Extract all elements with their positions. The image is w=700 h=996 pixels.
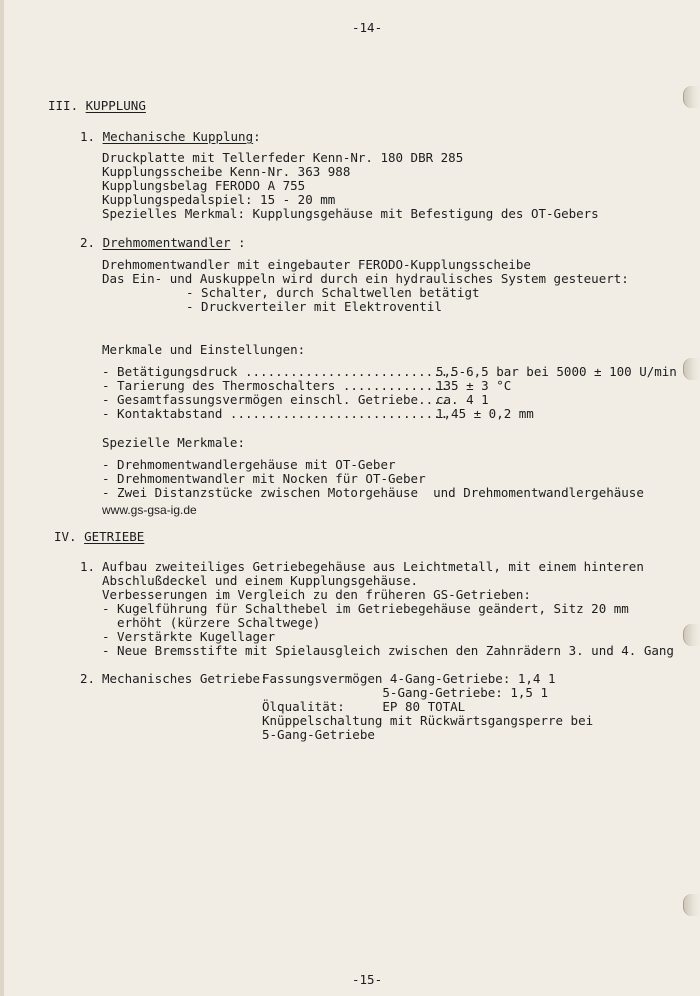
special-item: - Drehmomentwandler mit Nocken für OT-Geber	[102, 471, 426, 486]
subsection-2-number: 2.	[80, 235, 96, 250]
page-edge-shadow	[0, 0, 4, 996]
subsection-2-colon: :	[230, 235, 246, 250]
subsection-1-heading	[80, 130, 261, 144]
page-number-bottom: -15-	[352, 972, 383, 987]
text-line: Kupplungspedalspiel: 15 - 20 mm	[102, 192, 336, 207]
setting-label: - Gesamtfassungsvermögen einschl. Getriebe....	[102, 392, 449, 407]
text-line: Fassungsvermögen 4-Gang-Getriebe: 1,4 1	[262, 671, 556, 686]
item-1-number: 1.	[80, 559, 96, 574]
punch-hole-icon	[683, 624, 700, 646]
text-line: - Kugelführung für Schalthebel im Getriebegehäuse geändert, Sitz 20 mm	[102, 601, 629, 616]
text-line: Kupplungsscheibe Kenn-Nr. 363 988	[102, 164, 351, 179]
section-4-number: IV.	[54, 529, 77, 544]
text-line: Das Ein- und Auskuppeln wird durch ein hydraulisches System gesteuert:	[102, 271, 629, 286]
punch-hole-icon	[683, 86, 700, 108]
setting-value: 135 ± 3 °C	[436, 378, 512, 393]
punch-hole-icon	[683, 358, 700, 380]
bullet-item: - Druckverteiler mit Elektroventil	[186, 299, 442, 314]
subsection-2-heading	[80, 236, 246, 250]
page-number-top: -14-	[352, 20, 383, 35]
special-item: - Drehmomentwandlergehäuse mit OT-Geber	[102, 457, 396, 472]
setting-label: - Tarierung des Thermoschalters ..............	[102, 378, 449, 393]
subsection-1-colon: :	[253, 129, 261, 144]
setting-value: 5,5-6,5 bar bei 5000 ± 100 U/min	[436, 364, 677, 379]
subsection-2-title: Drehmomentwandler	[102, 235, 231, 250]
text-line: Knüppelschaltung mit Rückwärtsgangsperre bei	[262, 713, 594, 728]
text-line: Verbesserungen im Vergleich zu den früheren GS-Getrieben:	[102, 587, 531, 602]
text-line: 5-Gang-Getriebe	[262, 727, 375, 742]
text-line: Kupplungsbelag FERODO A 755	[102, 178, 306, 193]
text-line: - Verstärkte Kugellager	[102, 629, 276, 644]
bullet-item: - Schalter, durch Schaltwellen betätigt	[186, 285, 480, 300]
website-url: www.gs-gsa-ig.de	[102, 503, 197, 517]
setting-value: ca. 4 1	[436, 392, 489, 407]
section-4-title: GETRIEBE	[84, 529, 145, 544]
special-heading: Spezielle Merkmale:	[102, 435, 245, 450]
text-line: Ölqualität: EP 80 TOTAL	[262, 699, 466, 714]
settings-heading: Merkmale und Einstellungen:	[102, 342, 306, 357]
setting-value: 1,45 ± 0,2 mm	[436, 406, 534, 421]
setting-label: - Kontaktabstand .............................	[102, 406, 449, 421]
section-3-heading	[48, 99, 146, 113]
text-line: Spezielles Merkmal: Kupplungsgehäuse mit Befestigung des OT-Gebers	[102, 206, 599, 221]
text-line: erhöht (kürzere Schaltwege)	[102, 615, 321, 630]
text-line: Druckplatte mit Tellerfeder Kenn-Nr. 180 DBR 285	[102, 150, 464, 165]
special-item: - Zwei Distanzstücke zwischen Motorgehäuse und Drehmomentwandlergehäuse	[102, 485, 644, 500]
text-line: Drehmomentwandler mit eingebauter FERODO-Kupplungsscheibe	[102, 257, 531, 272]
text-line: 5-Gang-Getriebe: 1,5 1	[262, 685, 548, 700]
text-line: - Neue Bremsstifte mit Spielausgleich zwischen den Zahnrädern 3. und 4. Gang	[102, 643, 674, 658]
section-3-number: III.	[48, 98, 79, 113]
text-line: Aufbau zweiteiliges Getriebegehäuse aus Leichtmetall, mit einem hinteren	[102, 559, 644, 574]
subsection-1-title: Mechanische Kupplung	[102, 129, 254, 144]
section-3-title: KUPPLUNG	[85, 98, 146, 113]
item-2-number: 2.	[80, 671, 96, 686]
section-4-heading	[54, 530, 144, 544]
item-2-label: Mechanisches Getriebe:	[102, 671, 268, 686]
subsection-1-number: 1.	[80, 129, 96, 144]
punch-hole-icon	[683, 894, 700, 916]
setting-label: - Betätigungsdruck ............................	[102, 364, 456, 379]
text-line: Abschlußdeckel und einem Kupplungsgehäuse.	[102, 573, 419, 588]
